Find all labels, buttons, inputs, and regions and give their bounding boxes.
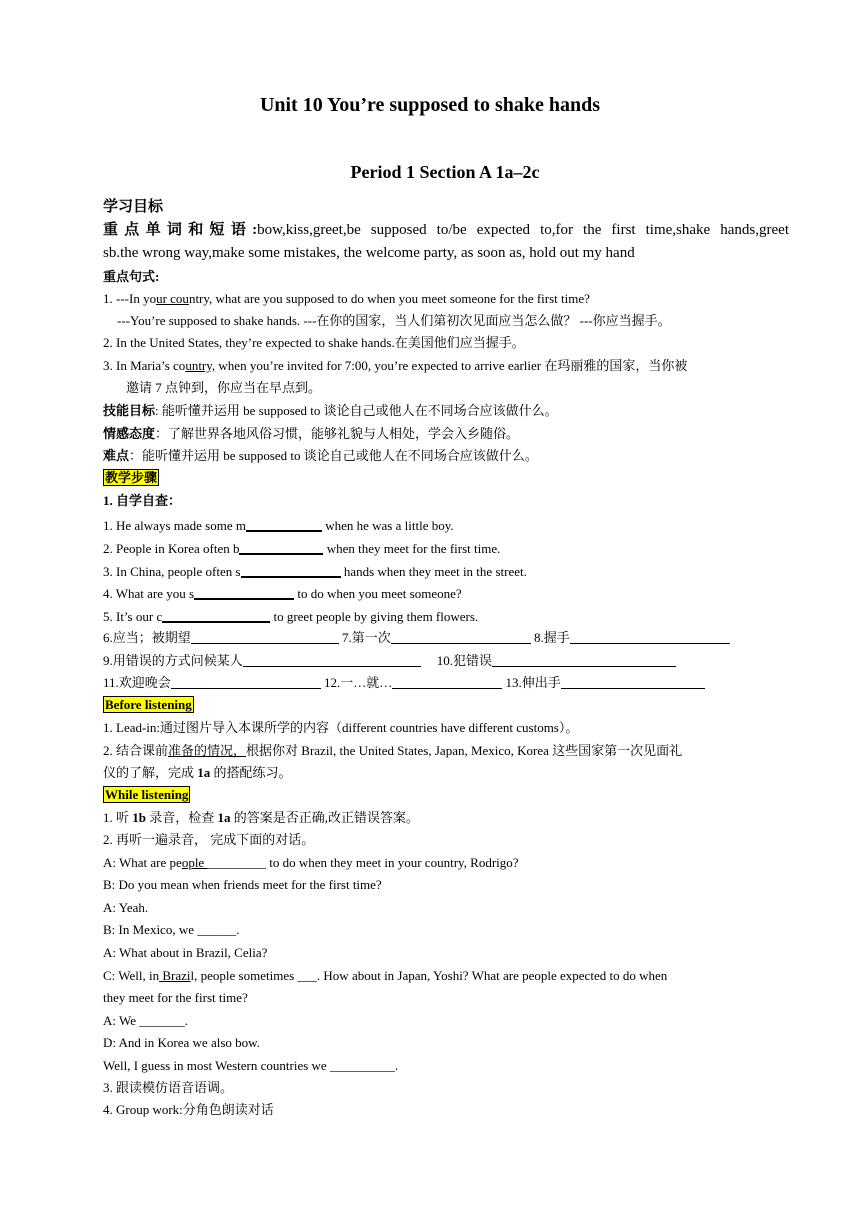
sentence-2: 2. In the United States, they’re expected to shake hands.在美国他们应当握手。	[103, 335, 525, 350]
while-listening-1: 1. 听 1b 录音，检查 1a 的答案是否正确,改正错误答案。	[103, 810, 420, 825]
before-listening-2b: 仪的了解，完成 1a 的搭配练习。	[103, 765, 292, 780]
after-step-3: 3. 跟读模仿语音语调。	[103, 1080, 234, 1095]
dialogue-line: they meet for the first time?	[103, 990, 248, 1005]
while-listening-heading: While listening	[105, 787, 189, 802]
answer-blank[interactable]	[570, 629, 730, 644]
answer-blank[interactable]	[162, 607, 270, 623]
answer-blank[interactable]	[392, 674, 502, 689]
key-words-line-1	[103, 221, 789, 239]
before-listening-1: 1. Lead-in:通过图片导入本课所学的内容（different countries have different customs）。	[103, 720, 579, 735]
steps-heading: 教学步骤	[105, 470, 158, 485]
sentence-1b: ---You’re supposed to shake hands. ---在你的国家，当人们第初次见面应当怎么做？ ---你应当握手。	[117, 313, 671, 328]
exercise-3: 3. In China, people often s hands when they meet in the street.	[103, 564, 527, 579]
dialogue-line: Well, I guess in most Western countries we __________.	[103, 1058, 399, 1073]
dialogue-line: A: We _______.	[103, 1013, 189, 1028]
sentence-1a: 1. ---In your country, what are you supposed to do when you meet someone for the first time?	[103, 291, 590, 306]
dialogue-line: B: Do you mean when friends meet for the first time?	[103, 877, 382, 892]
goals-heading: 学习目标	[103, 199, 164, 215]
key-words-label: 重点单词和短语:	[103, 222, 258, 238]
dialogue-line: A: Yeah.	[103, 900, 149, 915]
answer-blank[interactable]	[191, 629, 339, 644]
after-step-4: 4. Group work:分角色朗读对话	[103, 1102, 274, 1117]
exercise-1: 1. He always made some m when he was a little boy.	[103, 518, 454, 533]
dialogue-line: C: Well, in Brazil, people sometimes ___. How about in Japan, Yoshi? What are people expected to do when	[103, 968, 668, 983]
exercise-2: 2. People in Korea often b when they meet for the first time.	[103, 541, 501, 556]
dialogue-line: B: In Mexico, we ______.	[103, 922, 240, 937]
difficulty: 难点：能听懂并运用 be supposed to 谈论自己或他人在不同场合应该做什么。	[103, 448, 538, 463]
while-listening-2: 2. 再听一遍录音， 完成下面的对话。	[103, 832, 315, 847]
before-listening-2a: 2. 结合课前准备的情况，根据你对 Brazil, the United States, Japan, Mexico, Korea 这些国家第一次见面礼	[103, 743, 683, 758]
before-listening-heading: Before listening	[105, 697, 192, 712]
vocab-row-1: 6.应当；被期望 7.第一次 8.握手	[103, 629, 730, 647]
key-sentences-label: 重点句式:	[103, 269, 160, 284]
self-study-heading: 1. 自学自查：	[103, 493, 182, 508]
answer-blank[interactable]	[194, 584, 294, 600]
dialogue-line: D: And in Korea we also bow.	[103, 1035, 260, 1050]
exercise-4: 4. What are you s to do when you meet someone?	[103, 586, 462, 601]
answer-blank[interactable]	[171, 674, 321, 689]
sentence-3a: 3. In Maria’s country, when you’re invited for 7:00, you’re expected to arrive earlier 在玛丽雅的国家，当你被	[103, 358, 688, 373]
dialogue-line: A: What are people _________ to do when they meet in your country, Rodrigo?	[103, 855, 519, 870]
answer-blank[interactable]	[561, 674, 705, 689]
answer-blank[interactable]	[246, 516, 322, 532]
page-subtitle: Period 1 Section A 1a–2c	[350, 162, 540, 182]
exercise-5: 5. It’s our c to greet people by giving them flowers.	[103, 609, 479, 624]
key-words-text-1: bow,kiss,greet,be supposed to/be expected to,for the first time,shake hands,greet	[257, 222, 789, 238]
key-words-line-2: sb.the wrong way,make some mistakes, the welcome party, as soon as, hold out my hand	[103, 245, 635, 261]
vocab-row-2: 9.用错误的方式问候某人 10.犯错误	[103, 652, 676, 670]
answer-blank[interactable]	[243, 652, 421, 667]
answer-blank[interactable]	[391, 629, 531, 644]
dialogue-line: A: What about in Brazil, Celia?	[103, 945, 268, 960]
emotion-goal: 情感态度：了解世界各地风俗习惯，能够礼貌与人相处，学会入乡随俗。	[103, 426, 520, 441]
answer-blank[interactable]	[492, 652, 676, 667]
page-title: Unit 10 You’re supposed to shake hands	[259, 94, 601, 116]
skill-goal: 技能目标: 能听懂并运用 be supposed to 谈论自己或他人在不同场合应该做什么。	[103, 403, 558, 418]
answer-blank[interactable]	[239, 539, 323, 555]
vocab-row-3: 11.欢迎晚会 12.一…就… 13.伸出手	[103, 674, 705, 692]
sentence-3b: 邀请 7 点钟到，你应当在早点到。	[126, 380, 322, 395]
answer-blank[interactable]	[241, 562, 341, 578]
